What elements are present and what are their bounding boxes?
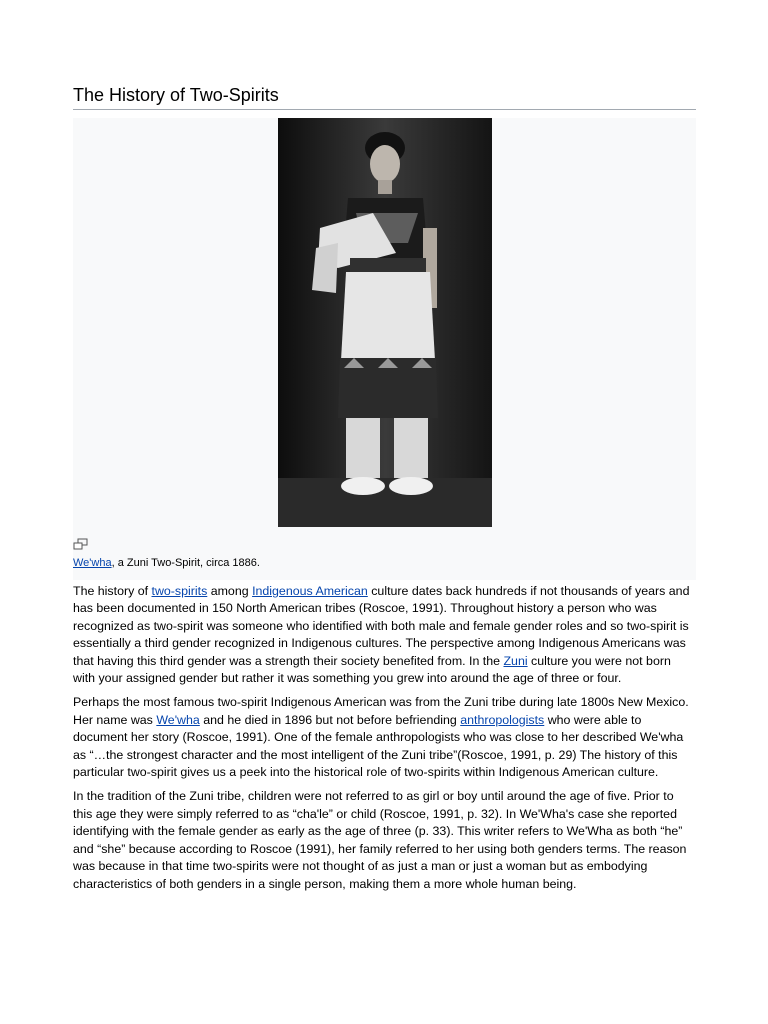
- text: and he died in 1896 but not before befriending: [199, 712, 461, 727]
- text: who were able to document her story (Roscoe, 1991). One of the female anthropologists who was close to her described We'wha as “…the strongest character and the most intelligent of the Zuni tribe”(Roscoe, 1991, p. 29) The history of this particular two-spirit gives us a peek into the historical role of two-spirits within Indigenous American culture.: [73, 712, 684, 780]
- magnify-clip-icon[interactable]: [73, 537, 89, 549]
- paragraph-2: [73, 694, 696, 781]
- link-zuni[interactable]: Zuni: [503, 653, 528, 668]
- text: The history of: [73, 584, 152, 598]
- caption-text: , a Zuni Two-Spirit, circa 1886.: [111, 557, 260, 569]
- paragraph-3: [73, 788, 696, 892]
- text: culture you were not born with your assigned gender but rather it was something you grew into around the age of three or four.: [73, 653, 671, 686]
- text: culture dates back hundreds if not thousands of years and has been documented in 150 North American tribes (Roscoe, 1991). Throughout history a person who was recognized as two-spirit was someone who identified with both male and female gender roles and so two-spirit is essentially a third gender recognized in Indigenous cultures. The perspective among Indigenous Americans was that having this third gender was a strength their society benefited from. In the: [73, 584, 690, 668]
- page-title: The History of Two-Spirits: [73, 85, 279, 105]
- figure-caption: [73, 556, 260, 570]
- text: among: [207, 584, 253, 598]
- text: In the tradition of the Zuni tribe, children were not referred to as girl or boy until around the age of five. Prior to this age they were simply referred to as “cha'le” or child (Roscoe, 1991, p. 32). In We'Wha's case she reported identifying with the female gender as early as the age of three (p. 33). This writer refers to We'Wha as both “he” and “she” because according to Roscoe (1991), her family referred to her using both genders terms. The reason was because in that time two-spirits were not thought of as just a man or just a woman but as embodying characteristics of both genders in a single person, making them a more whole human being.: [73, 789, 687, 891]
- figure: [73, 118, 696, 580]
- text: Perhaps the most famous two-spirit Indigenous American was from the Zuni tribe during late 1800s New Mexico. Her name was: [73, 695, 689, 727]
- photograph-of-wewha[interactable]: [278, 118, 492, 527]
- paragraph-1: [73, 583, 696, 687]
- link-anthropologists[interactable]: anthropologists: [460, 712, 545, 727]
- link-two-spirits[interactable]: two-spirits: [151, 584, 208, 598]
- article-body: [73, 583, 696, 900]
- link-wewha[interactable]: We'wha: [156, 712, 200, 727]
- caption-link-wewha[interactable]: We'wha: [73, 557, 112, 569]
- title-divider: [73, 109, 696, 110]
- link-indigenous-american[interactable]: Indigenous American: [252, 584, 368, 598]
